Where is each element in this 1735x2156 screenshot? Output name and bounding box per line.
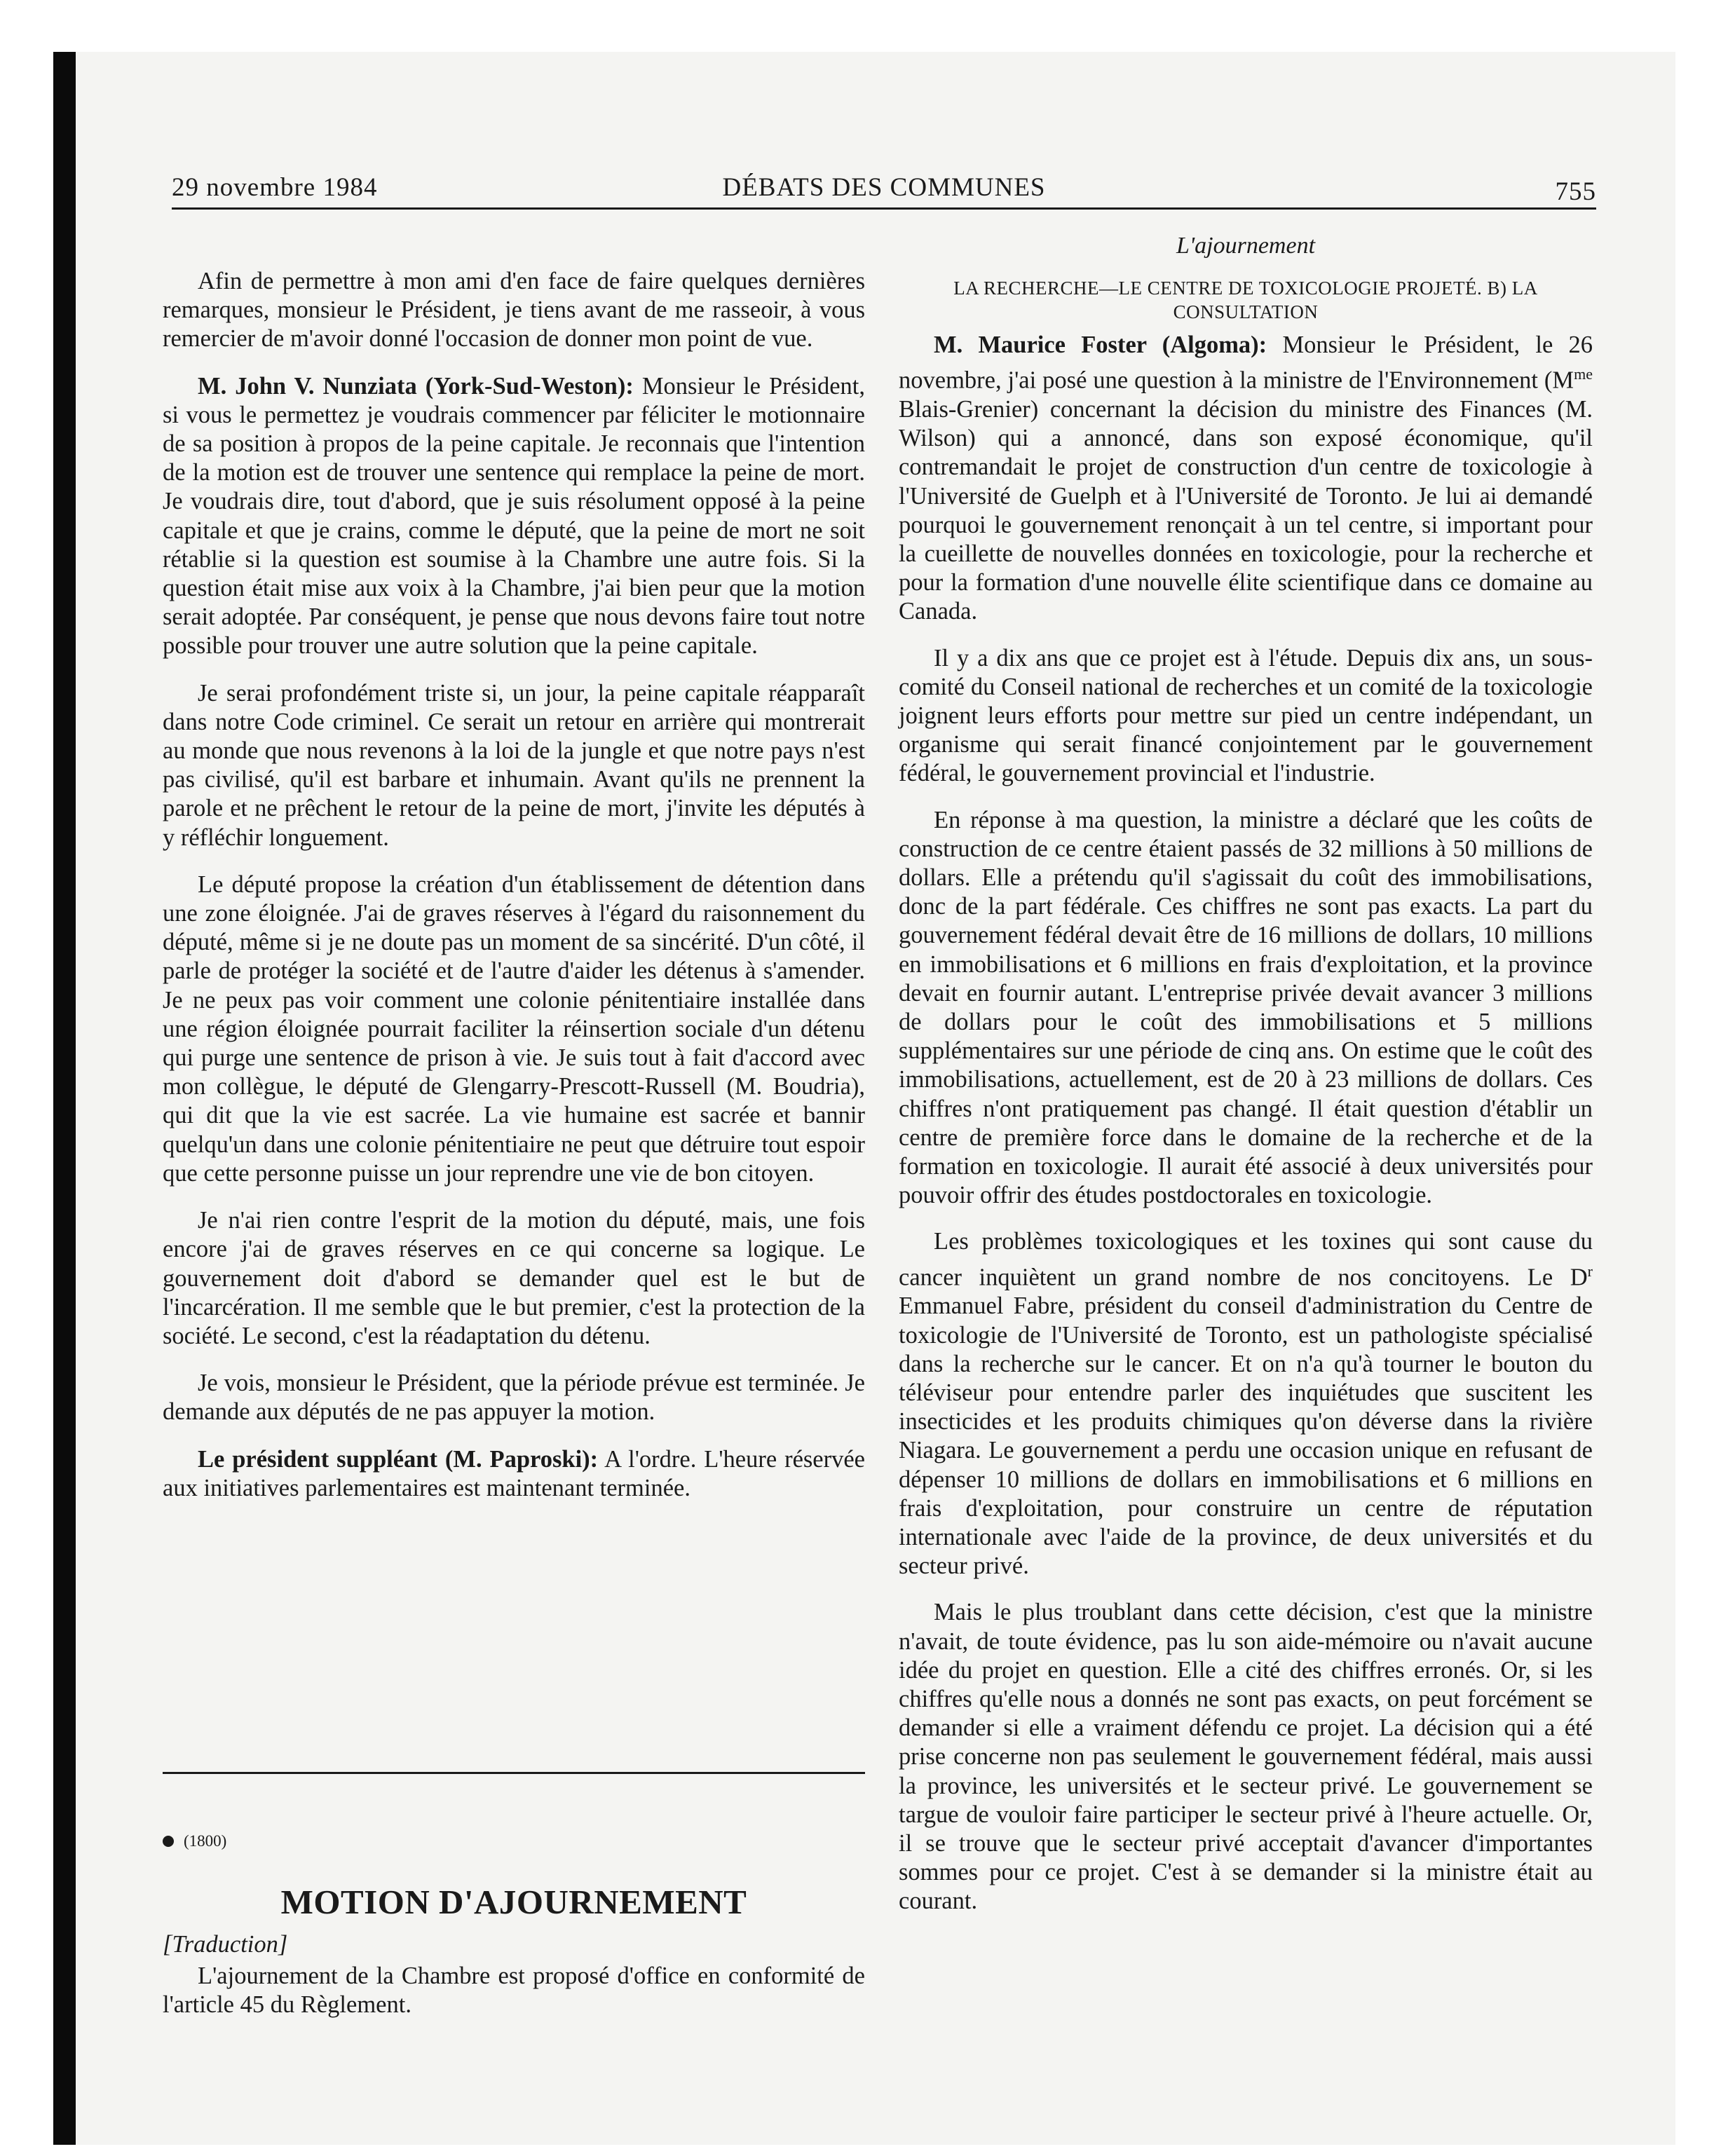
sub-title: LA RECHERCHE—LE CENTRE DE TOXICOLOGIE PROJETÉ. B) LA CONSULTATION: [953, 278, 1538, 322]
motion-heading: MOTION D'AJOURNEMENT: [280, 1883, 747, 1921]
header-rule: [172, 207, 1596, 210]
left-column: [163, 267, 865, 1503]
time-marker-text: (1800): [184, 1832, 227, 1850]
paragraph: [163, 1445, 865, 1503]
paragraph: Il y a dix ans que ce projet est à l'étude. Depuis dix ans, un sous-comité du Conseil national de recherches et un comité de la toxicologie joignent leurs efforts pour mettre sur pied un centre indépendant, un organisme qui serait financé conjointement par le gouvernement fédéral, le gouvernement provincial et l'industrie.: [899, 644, 1593, 787]
paragraph: Le député propose la création d'un établissement de détention dans une zone éloignée. J'ai de graves réserves à l'égard du raisonnement du député, même si je ne doute pas un moment de sa sincérité. D'un côté, il parle de protéger la société et de l'autre d'aider les détenus à s'amender. Je ne peux pas voir comment une colonie pénitentiaire installée dans une région éloignée pourrait faciliter la réinsertion sociale d'un détenu qui purge une sentence de prison à vie. Je suis tout à fait d'accord avec mon collègue, le député de Glengarry-Prescott-Russell (M. Boudria), qui dit que la vie est sacrée. La vie humaine est sacrée et bannir quelqu'un dans une colonie pénitentiaire ne peut que détruire tout espoir que cette personne puisse un jour reprendre une vie de bon citoyen.: [163, 871, 865, 1187]
traduction-label: [Traduction]: [163, 1931, 288, 1958]
speaker-name: M. John V. Nunziata (York-Sud-Weston):: [198, 372, 634, 400]
header-date: 29 novembre 1984: [172, 173, 378, 202]
superscript: r: [1587, 1262, 1593, 1280]
right-column: [899, 231, 1593, 1934]
paragraph: Mais le plus troublant dans cette décision, c'est que la ministre n'avait, de toute évidence, pas lu son aide-mémoire ou n'avait aucune idée du projet en question. Elle a cité des chiffres erronés. Or, si les chiffres qu'elle nous a donnés ne sont pas exacts, on peut forcément se demander si elle a vraiment défendu ce projet. La décision qui a été prise concerne non pas seulement le gouvernement fédéral, mais aussi la province, les universités et le secteur privé. Le gouvernement se targue de vouloir faire participer le secteur privé à l'heure actuelle. Or, il se trouve que le secteur privé acceptait d'avancer d'importantes sommes pour ce projet. C'est à se demander si la ministre était au courant.: [899, 1599, 1593, 1915]
motion-text: L'ajournement de la Chambre est proposé d'office en conformité de l'article 45 du Règlement.: [163, 1963, 865, 2019]
paragraph: Je n'ai rien contre l'esprit de la motion du député, mais, une fois encore j'ai de graves réserves en ce qui concerne sa logique. Le gouvernement doit d'abord se demander quel est le but de l'incarcération. Il me semble que le but premier, c'est la protection de la société. Le second, c'est la réadaptation du détenu.: [163, 1207, 865, 1349]
paragraph: [899, 331, 1593, 627]
speech-text: Emmanuel Fabre, président du conseil d'administration du Centre de toxicologie de l'Université de Toronto, est un pathologiste spécialisé dans la recherche sur le cancer. Et on n'a qu'à tourner le bouton du téléviseur pour entendre parler des inquiétudes que suscitent les insecticides et les produits chimiques qu'on déverse dans la rivière Niagara. Le gouvernement a perdu une occasion unique en refusant de dépenser 10 millions de dollars en immobilisations et 6 millions en frais d'exploitation, pour construire un centre de réputation internationale avec l'aide de la province, de deux universités et du secteur privé.: [899, 1292, 1593, 1580]
paragraph: Je vois, monsieur le Président, que la période prévue est terminée. Je demande aux députés de ne pas appuyer la motion.: [163, 1370, 865, 1426]
bullet-icon: [163, 1836, 174, 1847]
section-title: L'ajournement: [1176, 233, 1316, 259]
speaker-name: M. Maurice Foster (Algoma):: [934, 332, 1267, 358]
speech-text: Blais-Grenier) concernant la décision du ministre des Finances (M. Wilson) qui a annoncé, dans son exposé économique, qu'il contremandait le projet de construction d'un centre de toxicologie à l'Université de Guelph et à l'Université de Toronto. Je lui ai demandé pourquoi le gouvernement renonçait à un tel centre, si important pour la cueillette de nouvelles données en toxicologie, pour la recherche et pour la formation d'une nouvelle élite scientifique dans ce domaine au Canada.: [899, 395, 1593, 625]
speech-text: A l'ordre. L'heure réservée aux initiatives parlementaires est maintenant terminée.: [163, 1445, 865, 1501]
speech-text: Monsieur le Président, si vous le permettez je voudrais commencer par féliciter le motionnaire de sa position à propos de la peine capitale. Je reconnais que l'intention de la motion est de trouver une sentence qui remplace la peine de mort. Je voudrais dire, tout d'abord, que je suis résolument opposé à la peine capitale et que je crains, comme le député, que la peine de mort ne soit rétablie si la question est soumise à la Chambre une autre fois. Si la question était mise aux voix à la Chambre, j'ai bien peur que la motion serait adoptée. Par conséquent, je pense que nous devons faire tout notre possible pour trouver une autre solution que la peine capitale.: [163, 372, 865, 660]
speech-text: Monsieur le Président, le 26 novembre, j'ai posé une question à la ministre de l'Environnement (M: [899, 332, 1593, 394]
paragraph: En réponse à ma question, la ministre a déclaré que les coûts de construction de ce centre étaient passés de 32 millions à 50 millions de dollars. Elle a prétendu qu'il s'agissait du coût des immobilisations, donc de la part fédérale. Ces chiffres ne sont pas exacts. La part du gouvernement fédéral devait être de 16 millions de dollars, 10 millions en immobilisations et 6 millions en frais d'exploitation, et la province devait en fournir autant. L'entreprise privée devait avancer 3 millions de dollars pour le coût des immobilisations et 5 millions supplémentaires sur une période de cinq ans. On estime que le coût des immobilisations, actuellement, est de 20 à 23 millions de dollars. Ces chiffres n'ont pratiquement pas changé. Il était question d'établir un centre de première force dans le domaine de la recherche et de la formation en toxicologie. Il aurait été associé à deux universités pour pouvoir offrir des études postdoctorales en toxicologie.: [899, 806, 1593, 1209]
paragraph: Je serai profondément triste si, un jour, la peine capitale réapparaît dans notre Code criminel. Ce serait un retour en arrière qui montrerait au monde que nous revenons à la loi de la jungle et que notre pays n'est pas civilisé, qu'il est barbare et inhumain. Avant qu'ils ne prennent la parole et ne prêchent le retour de la peine de mort, j'invite les députés à y réfléchir longuement.: [163, 679, 865, 851]
header-running-title: DÉBATS DES COMMUNES: [722, 173, 1046, 202]
time-marker: [163, 1831, 226, 1852]
speaker-name: Le président suppléant (M. Paproski):: [198, 1445, 599, 1473]
speech-text: Les problèmes toxicologiques et les toxines qui sont cause du cancer inquiètent un grand nombre de nos concitoyens. Le D: [899, 1228, 1593, 1291]
page-header: [172, 171, 1596, 205]
paragraph: [899, 1227, 1593, 1581]
paragraph: Afin de permettre à mon ami d'en face de faire quelques dernières remarques, monsieur le Président, je tiens avant de me rasseoir, à vous remercier de m'avoir donné l'occasion de donner mon point de vue.: [163, 268, 865, 353]
paragraph: [163, 372, 865, 661]
section-divider: [163, 1772, 865, 1774]
header-page-number: 755: [1555, 177, 1596, 206]
traduction-text: Traduction: [172, 1931, 278, 1958]
scan-edge-bar: [53, 52, 76, 2145]
superscript: me: [1574, 365, 1593, 383]
